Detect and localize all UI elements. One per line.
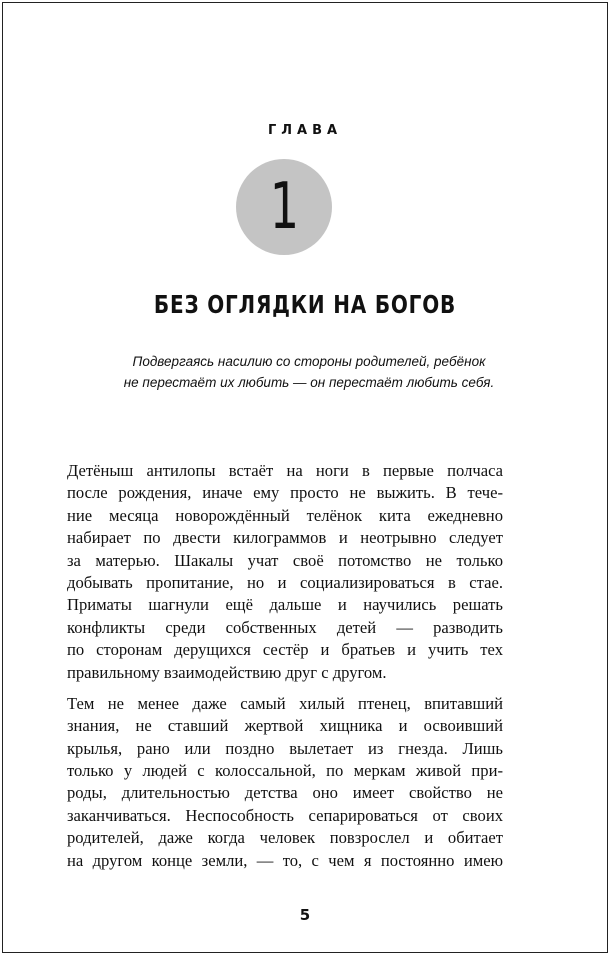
chapter-number-badge — [236, 159, 332, 255]
text-line: на другом конце земли, — то, с чем я постоянно имею — [67, 850, 503, 870]
text-line: крылья, рано или поздно вылетает из гнезда. Лишь — [67, 738, 503, 758]
text-line: после рождения, иначе ему просто не выжить. В тече- — [67, 483, 503, 503]
text-line: заканчиваться. Неспособность сепарироваться от своих — [67, 805, 503, 825]
text-line: добывать пропитание, но и социализироваться в стае. — [67, 572, 503, 592]
text-line: конфликты среди собственных детей — разводить — [67, 617, 503, 637]
chapter-title: БЕЗ ОГЛЯДКИ НА БОГОВ — [153, 290, 457, 319]
epigraph-line: Подвергаясь насилию со стороны родителей, ребёнок — [132, 354, 486, 369]
text-line: роды, длительностью детства оно имеет свойство не — [67, 783, 503, 803]
text-line: правильному взаимодействию друг с другом. — [67, 662, 387, 682]
text-line: ние месяца новорождённый телёнок кита ежедневно — [67, 505, 503, 525]
chapter-label: ГЛАВА — [267, 123, 343, 138]
paragraph — [67, 693, 503, 872]
text-line: Приматы шагнули ещё дальше и научились решать — [67, 595, 503, 615]
text-line: за матерью. Шакалы учат своё потомство не только — [67, 550, 503, 570]
text-line: набирает по двести килограммов и неотрывно следует — [67, 528, 503, 548]
chapter-number: 1 — [269, 170, 299, 244]
paragraph — [67, 460, 503, 684]
body-text — [67, 460, 503, 872]
epigraph — [73, 351, 545, 393]
page — [2, 2, 608, 953]
text-line: только у людей с колоссальной, по меркам живой при- — [67, 761, 503, 781]
text-line: родителей, даже когда человек повзрослел и обитает — [67, 828, 503, 848]
text-line: Детёныш антилопы встаёт на ноги в первые полчаса — [67, 461, 503, 480]
text-line: знания, не ставший жертвой хищника и освоивший — [67, 716, 503, 736]
text-line: Тем не менее даже самый хилый птенец, впитавший — [67, 693, 503, 713]
epigraph-line: не перестаёт их любить — он перестаёт любить себя. — [123, 375, 495, 390]
page-number: 5 — [299, 906, 311, 924]
text-line: по сторонам дерущихся сестёр и братьев и учить тех — [67, 640, 503, 660]
